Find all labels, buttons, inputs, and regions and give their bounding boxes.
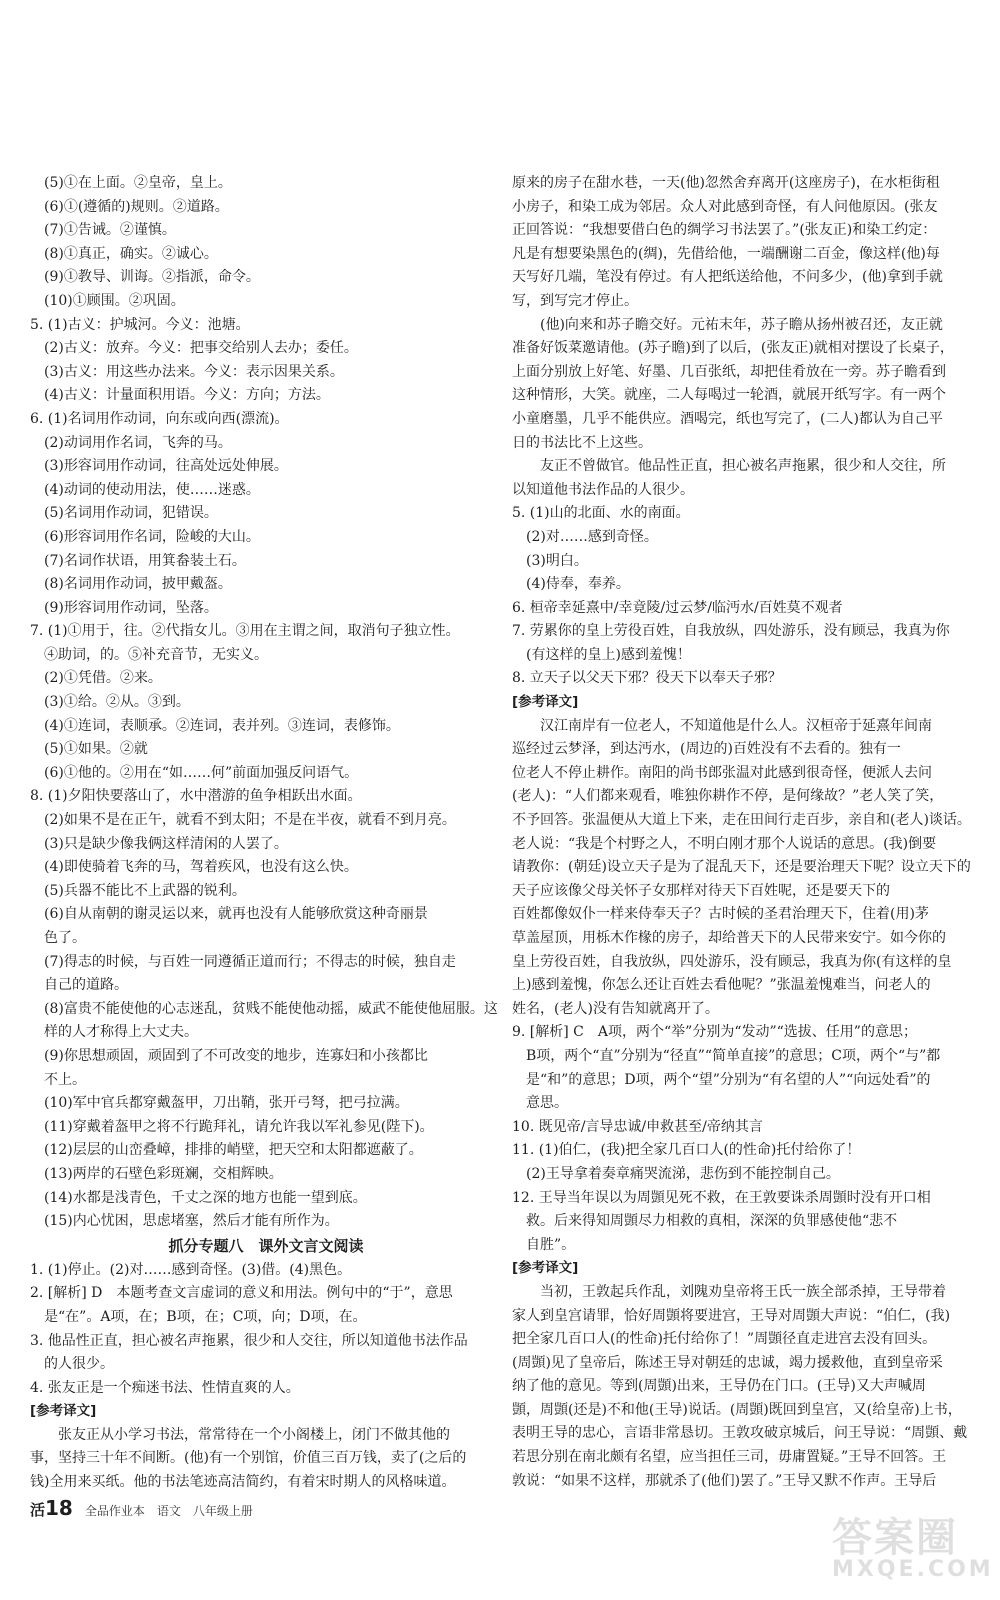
answer-line: 2. [解析] D 本题考查文言虚词的意义和用法。例句中的“于”，意思 [30,1285,453,1302]
answer-line: (9)①教导、训诲。②指派，命令。 [44,269,260,286]
book-title: 全品作业本 [84,1504,145,1518]
answer-line: (3)①给。②从。③到。 [44,694,190,711]
reference-translation-title: [参考译文] [512,1260,579,1277]
answer-line: 小房子，和染工成为邻居。众人对此感到奇怪，有人问他原因。(张友 [512,198,938,215]
answer-line: (老人)：“人们都来观看，唯独你耕作不停，是何缘故？”老人笑了笑， [512,788,944,805]
answer-line: (10)①顾围。②巩固。 [44,292,185,309]
answer-line: (他)向来和苏子瞻交好。元祐末年，苏子瞻从扬州被召还，友正就 [512,316,943,333]
answer-line: 不上。 [44,1071,86,1088]
left-answer-list [30,172,502,1234]
answer-line: (5)①如果。②就 [44,741,148,758]
right-column [512,172,982,1493]
answer-line: 写，到写完才停止。 [512,292,638,309]
answer-line: 是“在”。A项，在；B项，在；C项，向；D项，在。 [44,1308,367,1325]
answer-line: 百姓都像奴仆一样来侍奉天子？古时候的圣君治理天下，住着(用)茅 [512,906,929,923]
answer-line: 12. 王导当年误以为周顗见死不救，在王敦要诛杀周顗时没有开口相 [512,1189,931,1206]
answer-line: 4. 张友正是一个痴迷书法、性情直爽的人。 [30,1379,300,1396]
answer-line: 1. (1)停止。(2)对……感到奇怪。(3)借。(4)黑色。 [30,1261,352,1278]
answer-line: 7. (1)①用于，往。②代指女儿。③用在主谓之间，取消句子独立性。 [30,623,460,640]
answer-line: (8)①真正，确实。②诚心。 [44,245,218,262]
answer-line: 6. 桓帝幸延熹中/幸竟陵/过云梦/临沔水/百姓莫不观者 [512,599,843,616]
page-footer [30,1496,253,1522]
answer-line: (2)动词用作名词，飞奔的马。 [44,434,232,451]
answer-line: 准备好饭菜邀请他。(苏子瞻)到了以后，(张友正)就相对摆设了长桌子， [512,340,954,357]
answer-line: 日的书法比不上这些。 [512,434,652,451]
answer-line: 当初，王敦起兵作乱，刘隗劝皇帝将王氏一族全部杀掉，王导带着 [512,1283,946,1300]
answer-line: 钱)全用来买纸。他的书法笔迹高洁简约，有着宋时期人的风格味道。 [30,1474,456,1491]
answer-line: (9)形容词用作动词，坠落。 [44,599,218,616]
answer-line: (12)层层的山峦叠嶂，排排的峭壁，把天空和太阳都遮蔽了。 [44,1142,423,1159]
answer-line: 汉江南岸有一位老人，不知道他是什么人。汉桓帝于延熹年间南 [512,717,932,734]
answer-line: (2)如果不是在正午，就看不到太阳；不是在半夜，就看不到月亮。 [44,812,456,829]
answer-line: 草盖屋顶，用栎木作椽的房子，却给普天下的人民带来安宁。如今你的 [512,930,946,946]
answer-line: 自己的道路。 [44,977,128,994]
answer-line: 敦说：“如果不这样，那就杀了(他们)罢了。”王导又默不作声。王导后 [512,1472,937,1489]
answer-line: 的人很少。 [44,1356,114,1373]
answer-line: 上面分别放上好笔、好墨、几百张纸，却把佳肴放在一旁。苏子瞻看到 [512,363,946,380]
answer-line: 友正不曾做官。他品性正直，担心被名声拖累，很少和人交往，所 [512,458,946,475]
answer-line: 事，坚持三十年不间断。(他)有一个别馆，价值三百万钱，卖了(之后的 [30,1450,467,1467]
answer-line: 意思。 [526,1095,568,1112]
answer-line: (8)名词用作动词，披甲戴盔。 [44,576,232,593]
answer-line: (10)军中官兵都穿戴盔甲，刀出鞘，张开弓弩，把弓拉满。 [44,1095,409,1112]
answer-line: 自胜”。 [526,1236,576,1253]
answer-line: 救。后来得知周顗尽力相救的真相，深深的负罪感使他“悲不 [526,1213,898,1230]
answer-line: (2)对……感到奇怪。 [526,528,658,545]
answer-line: (6)①他的。②用在“如……何”前面加强反问语气。 [44,764,359,781]
answer-line: (6)形容词用作名词，险峻的大山。 [44,528,260,545]
answer-line: 正回答说：“我想要借白色的绸学习书法罢了。”(张友正)和染工约定： [512,222,937,239]
answer-line: (有这样的皇上)感到羞愧！ [526,646,691,663]
right-answer-list [512,172,982,1493]
answer-line: 5. (1)山的北面、水的南面。 [512,505,690,522]
answer-line: 皇上劳役百姓，自我放纵，四处游乐，没有顾忌，我真为你(有这样的皇 [512,953,952,970]
answer-line: (3)形容词用作动词，往高处远处伸展。 [44,458,288,475]
answer-line: 位老人不停止耕作。南阳的尚书郎张温对此感到很奇怪，便派人去问 [512,764,932,781]
answer-line: (7)得志的时候，与百姓一同遵循正道而行；不得志的时候，独自走 [44,953,456,970]
page-number-value: 18 [45,1496,73,1520]
answer-line: 11. (1)伯仁，(我)把全家几百口人(的性命)托付给你了！ [512,1142,861,1159]
reference-translation-title: [参考译文] [512,694,579,711]
answer-line: 这种情形，大笑。就座，二人每喝过一轮酒，就展开纸写字。有一两个 [512,387,946,404]
answer-line: 表明王导的忠心，言语非常恳切。王敦攻破京城后，问王导说：“周顗、戴 [512,1425,968,1442]
answer-line: (周顗)见了皇帝后，陈述王导对朝廷的忠诚，竭力援救他，直到皇帝采 [512,1354,943,1371]
answer-line: (5)名词用作动词，犯错误。 [44,505,218,522]
answer-line: 7. 劳累你的皇上劳役百姓，自我放纵，四处游乐，没有顾忌，我真为你 [512,623,950,640]
answer-line: (11)穿戴着盔甲之将不行跪拜礼，请允许我以军礼参见(陛下)。 [44,1118,434,1135]
answer-line: 顗，周顗(还是)不和他(王导)说话。(周顗)既回到皇宫，又(给皇帝)上书， [512,1401,962,1418]
answer-line: 上)感到羞愧，你怎么还让百姓去看他呢？”张温羞愧难当，问老人的 [512,977,931,994]
answer-line: 5. (1)古义：护城河。今义：池塘。 [30,316,250,333]
answer-line: 8. (1)夕阳快要落山了，水中潜游的鱼争相跃出水面。 [30,788,362,805]
answer-line: (4)①连词，表顺承。②连词，表并列。③连词，表修饰。 [44,717,400,734]
answer-line: 色了。 [44,930,86,946]
answer-line: (2)古义：放弃。今义：把事交给别人去办；委任。 [44,340,358,357]
reference-translation-title: [参考译文] [30,1403,97,1420]
answer-line: (2)①凭借。②来。 [44,670,162,687]
answer-line: 若思分别在南北颇有名望，应当担任三司，毋庸置疑。”王导不回答。王 [512,1449,947,1466]
answer-line: 家人到皇宫请罪，恰好周顗将要进宫，王导对周顗大声说：“伯仁，(我) [512,1307,951,1324]
answer-line: 9. [解析] C A项，两个“举”分别为“发动”“选拔、任用”的意思； [512,1024,917,1041]
answer-line: (6)①(遵循的)规则。②道路。 [44,198,229,215]
answer-line: (4)侍奉，奉养。 [526,576,630,593]
answer-line: (9)你思想顽固，顽固到了不可改变的地步，连寡妇和小孩都比 [44,1047,428,1064]
answer-line: 把全家几百口人(的性命)托付给你了！”周顗径直走进宫去没有回头。 [512,1331,937,1348]
answer-line: 天子应该像父母关怀子女那样对待天下百姓呢，还是要天下的 [512,882,890,899]
page-number [30,1496,73,1520]
answer-line: 是“和”的意思；D项，两个“望”分别为“有名望的人”“向远处看”的 [526,1071,931,1088]
left-answer-list-after [30,1259,502,1495]
answer-line: (4)动词的使动用法，使……迷惑。 [44,481,260,498]
left-column [30,172,502,1495]
answer-line: 10. 既见帝/言导忠诚/申救甚至/帝纳其言 [512,1118,763,1135]
answer-line: (5)兵器不能比不上武器的锐利。 [44,882,246,899]
answer-line: (8)富贵不能使他的心志迷乱，贫贱不能使他动摇，威武不能使他屈服。这 [44,1000,498,1017]
grade-label: 八年级上册 [192,1504,253,1518]
answer-line: 老人说：“我是个村野之人，不明白刚才那个人说话的意思。(我)倒要 [512,835,937,852]
answer-line: 凡是有想要染黑色的(绸)，先借给他，一端酬谢二百金，像这样(他)每 [512,245,940,262]
section-heading: 抓分专题八 课外文言文阅读 [168,1236,364,1255]
answer-line: ④助词，的。⑤补充音节，无实义。 [44,646,268,663]
answer-line: (6)自从南朝的谢灵运以来，就再也没有人能够欣赏这种奇丽景 [44,906,428,923]
answer-line: (4)即使骑着飞奔的马，驾着疾风，也没有这么快。 [44,859,358,876]
answer-line: 原来的房子在甜水巷，一天(他)忽然舍弃离开(这座房子)，在水柜街租 [512,175,940,191]
answer-line: 天写好几端，笔没有停过。有人把纸送给他，不问多少，(他)拿到手就 [512,269,943,286]
watermark-title: 答案圈 [832,1515,958,1561]
answer-line: (3)明白。 [526,552,588,569]
answer-line: (2)王导拿着奏章痛哭流涕，悲伤到不能控制自己。 [526,1165,840,1182]
watermark-logo [832,1506,994,1586]
answer-line: (15)内心忧困，思虑堵塞，然后才能有所作为。 [44,1213,339,1230]
answer-line: 样的人才称得上大丈夫。 [44,1024,198,1041]
answer-line: 请教你：(朝廷)设立天子是为了混乱天下，还是要治理天下呢？设立天下的 [512,859,971,876]
answer-line: (7)名词作状语，用箕畚装土石。 [44,552,246,569]
answer-line: B项，两个“直”分别为“径直”“简单直接”的意思；C项，两个“与”都 [526,1047,941,1064]
subject-label: 语文 [156,1504,181,1518]
answer-line: 小童磨墨，几乎不能供应。酒喝完，纸也写完了，(二人)都认为自己平 [512,410,943,427]
answer-line: 不予回答。张温便从大道上下来，走在田间行走百步，亲自和(老人)谈话。 [512,812,971,829]
answer-line: (7)①告诫。②谨慎。 [44,222,176,239]
answer-line: 6. (1)名词用作动词，向东或向西(漂流)。 [30,410,289,427]
answer-line: 纳了他的意见。等到(周顗)出来，王导仍在门口。(王导)又大声喊周 [512,1378,926,1395]
answer-line: 张友正从小学习书法，常常待在一个小阁楼上，闭门不做其他的 [30,1426,450,1443]
answer-line: (4)古义：计量面积用语。今义：方向；方法。 [44,387,330,404]
answer-line: 8. 立天子以父天下邪？役天下以奉天子邪？ [512,670,782,687]
answer-line: (3)古义：用这些办法来。今义：表示因果关系。 [44,363,344,380]
answer-line: 巡经过云梦泽，到达沔水，(周边的)百姓没有不去看的。独有一 [512,741,901,758]
answer-line: 姓名，(老人)没有告知就离开了。 [512,1000,719,1017]
answer-line: (14)水都是浅青色，千丈之深的地方也能一望到底。 [44,1189,367,1206]
page-prefix: 活 [30,1501,46,1519]
answer-line: 3. 他品性正直，担心被名声拖累，很少和人交往，所以知道他书法作品 [30,1332,468,1349]
answer-line: (13)两岸的石壁色彩斑斓，交相辉映。 [44,1165,283,1182]
answer-line: 以知道他书法作品的人很少。 [512,481,694,498]
watermark-url: MXQE.COM [832,1557,994,1582]
answer-line: (5)①在上面。②皇帝，皇上。 [44,175,232,191]
answer-line: (3)只是缺少像我俩这样清闲的人罢了。 [44,835,288,852]
